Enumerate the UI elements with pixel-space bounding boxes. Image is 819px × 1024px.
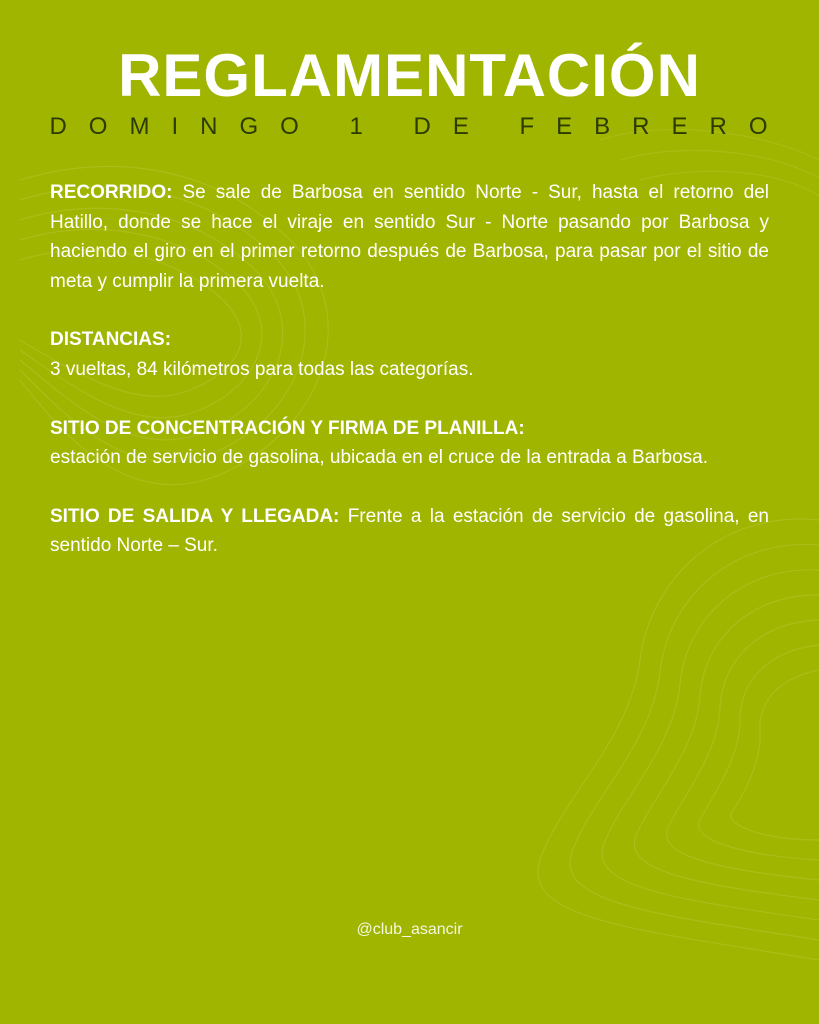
route-heading: RECORRIDO:: [50, 182, 183, 203]
meeting-point-section: [50, 414, 769, 473]
route-text: Se sale de Barbosa en sentido Norte - Sur, hasta el retorno del Hatillo, donde se hace el viraje en sentido Sur - Norte pasando por Barbosa y haciendo el giro en el primer retorno después de Barbosa, para pasar por el sitio de meta y cumplir la primera vuelta.: [50, 182, 769, 292]
event-date-subtitle: DOMINGO 1 DE FEBRERO: [49, 113, 790, 140]
social-handle: @club_asancir: [356, 921, 463, 938]
start-finish-text: Frente a la estación de servicio de gasolina, en sentido Norte – Sur.: [50, 505, 769, 557]
start-finish-section: [50, 502, 769, 561]
route-section: [50, 178, 769, 296]
page-title: REGLAMENTACIÓN: [118, 42, 701, 109]
meeting-point-text: estación de servicio de gasolina, ubicada en el cruce de la entrada a Barbosa.: [50, 447, 709, 469]
start-finish-heading: SITIO DE SALIDA Y LLEGADA:: [50, 505, 348, 527]
meeting-point-heading: SITIO DE CONCENTRACIÓN Y FIRMA DE PLANILLA:: [50, 417, 525, 439]
rules-content: [50, 178, 769, 590]
distances-heading: DISTANCIAS:: [50, 329, 172, 351]
distances-text: 3 vueltas, 84 kilómetros para todas las categorías.: [50, 358, 474, 380]
distances-section: [50, 325, 769, 384]
